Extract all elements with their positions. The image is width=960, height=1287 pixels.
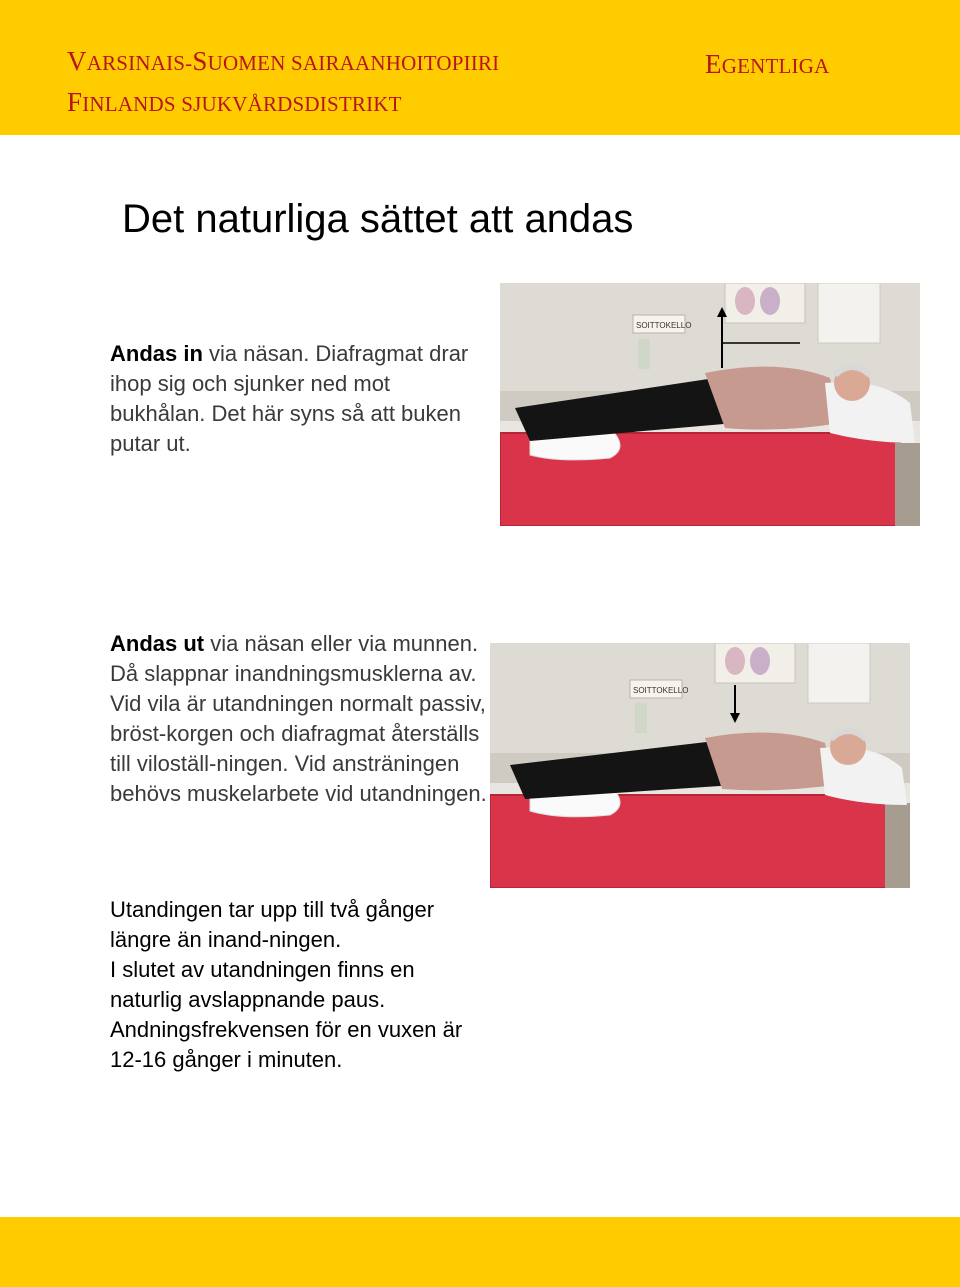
inhale-photo-illustration: [500, 283, 920, 526]
exhale-text: via näsan eller via munnen. Då slappnar inandningsmusklerna av. Vid vila är utandningen normalt passiv, bröst-korgen och diafragmat återställs till viloställ-ningen. Vid ansträningen behövs muskelarbete vid utandningen.: [110, 631, 487, 806]
organization-name-finnish: VARSINAIS-SUOMEN SAIRAANHOITOPIIRI: [67, 46, 500, 76]
wall-sign-label: SOITTOKELLO: [633, 686, 689, 695]
note-line: Utandingen tar upp till två gånger längre än inand-ningen.: [110, 897, 435, 952]
note-line: I slutet av utandningen finns en naturlig avslappnande paus.: [110, 957, 415, 1012]
exhale-paragraph: [110, 629, 495, 809]
inhale-paragraph: [110, 339, 480, 459]
header-band: [0, 0, 960, 135]
organization-name-swedish: FINLANDS SJUKVÅRDSDISTRIKT: [67, 87, 402, 117]
exhale-photo-illustration: [490, 643, 910, 888]
page-title: Det naturliga sättet att andas: [122, 197, 634, 241]
exhale-photo: [490, 643, 910, 888]
inhale-text: via näsan. Diafragmat drar ihop sig och sjunker ned mot bukhålan. Det här syns så att buken putar ut.: [110, 341, 469, 456]
footer-band: [0, 1217, 960, 1287]
breathing-notes: [110, 895, 490, 1075]
note-line: Andningsfrekvensen för en vuxen är 12-16 gånger i minuten.: [110, 1017, 463, 1072]
department-tag: EGENTLIGA: [705, 49, 830, 79]
wall-sign-label: SOITTOKELLO: [636, 321, 692, 330]
inhale-heading: Andas in: [110, 341, 203, 366]
exhale-heading: Andas ut: [110, 631, 205, 656]
inhale-photo: [500, 283, 920, 526]
